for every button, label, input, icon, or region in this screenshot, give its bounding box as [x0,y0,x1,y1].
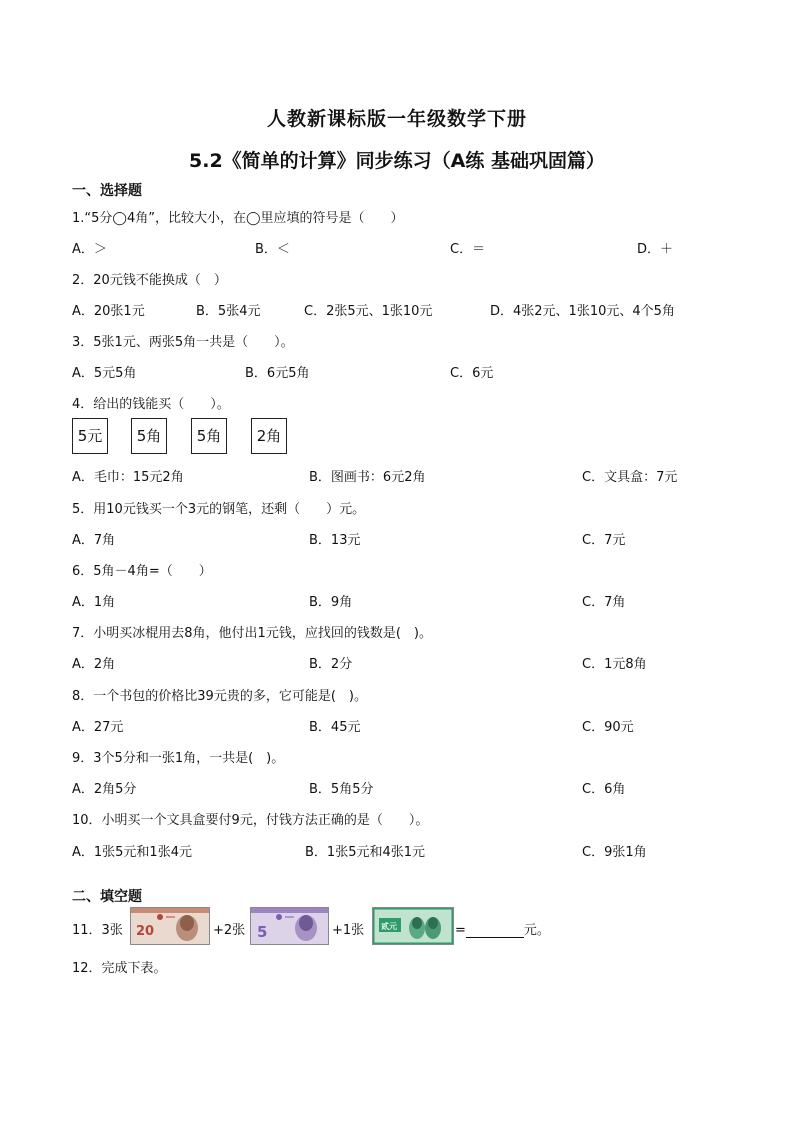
equals-sign: = [455,923,466,938]
question-10-options [72,841,732,861]
option-b[interactable]: B．5角5分 [309,782,374,797]
question-7-options [72,653,732,673]
option-a[interactable]: A．5元5角 [72,366,137,381]
option-c[interactable]: C．6元 [450,366,494,381]
money-box: 5元 [72,418,108,454]
bill-label: 20 [136,924,155,939]
option-b[interactable]: B．图画书：6元2角 [309,470,426,485]
question-11-part3: +1张 [332,923,365,938]
option-b[interactable]: B．5张4元 [196,304,261,319]
option-a[interactable]: A．2角 [72,657,116,672]
unit-label: 元。 [523,923,550,938]
question-9: 9．3个5分和一张1角，一共是( )。 [72,751,285,766]
question-1: 1.“5分◯4角”，比较大小，在◯里应填的符号是（ ） [72,211,404,226]
option-b[interactable]: B．45元 [309,720,361,735]
question-5: 5．用10元钱买一个3元的钢笔，还剩（ ）元。 [72,502,366,517]
option-b[interactable]: B．9角 [309,595,353,610]
option-c[interactable]: C．90元 [582,720,634,735]
question-8: 8．一个书包的价格比39元贵的多，它可能是( )。 [72,689,367,704]
money-box: 5角 [131,418,167,454]
option-a[interactable]: A．＞ [72,242,107,257]
answer-blank[interactable] [466,923,524,938]
question-3-options [72,362,732,382]
two-yuan-bill-image [372,907,454,945]
question-11-equals [455,919,550,938]
question-10: 10．小明买一个文具盒要付9元，付钱方法正确的是（ ）。 [72,813,429,828]
option-c[interactable]: C．7角 [582,595,626,610]
question-11-part2: +2张 [213,923,246,938]
question-7: 7．小明买冰棍用去8角，他付出1元钱，应找回的钱数是( )。 [72,626,432,641]
option-d[interactable]: D．＋ [637,242,674,257]
money-box: 5角 [191,418,227,454]
option-b[interactable]: B．13元 [309,533,361,548]
page-subtitle: 5.2《简单的计算》同步练习（A练 基础巩固篇） [189,150,605,172]
question-8-options [72,716,732,736]
question-2: 2．20元钱不能换成（ ） [72,273,227,288]
option-a[interactable]: A．27元 [72,720,124,735]
five-yuan-bill-image [250,907,329,945]
option-c[interactable]: C．6角 [582,782,626,797]
question-11-prefix: 11．3张 [72,923,123,938]
option-c[interactable]: C．7元 [582,533,626,548]
section-title-fill: 二、填空题 [72,889,142,905]
option-a[interactable]: A．毛巾：15元2角 [72,470,184,485]
bill-label: 5 [257,923,268,941]
option-c[interactable]: C．文具盒：7元 [582,470,678,485]
twenty-yuan-bill-image [130,907,210,945]
option-b[interactable]: B．6元5角 [245,366,310,381]
money-box: 2角 [251,418,287,454]
question-2-options [72,300,732,320]
page-title: 人教新课标版一年级数学下册 [266,108,527,130]
option-a[interactable]: A．2角5分 [72,782,137,797]
question-12: 12．完成下表。 [72,961,167,976]
question-9-options [72,778,732,798]
question-1-options [72,238,732,258]
question-3: 3．5张1元、两张5角一共是（ ）。 [72,335,294,350]
option-c[interactable]: C．9张1角 [582,845,647,860]
option-a[interactable]: A．7角 [72,533,116,548]
bill-label: 贰元 [381,922,397,931]
option-c[interactable]: C．1元8角 [582,657,647,672]
option-b[interactable]: B．1张5元和4张1元 [305,845,426,860]
option-a[interactable]: A．20张1元 [72,304,145,319]
option-a[interactable]: A．1角 [72,595,116,610]
question-5-options [72,529,732,549]
option-a[interactable]: A．1张5元和1张4元 [72,845,192,860]
option-d[interactable]: D．4张2元、1张10元、4个5角 [490,304,675,319]
question-4-options [72,466,732,486]
option-b[interactable]: B．＜ [255,242,290,257]
section-title-choice: 一、选择题 [72,183,142,199]
question-6: 6．5角－4角=（ ） [72,564,212,579]
option-b[interactable]: B．2分 [309,657,353,672]
question-6-options [72,591,732,611]
question-4: 4．给出的钱能买（ ）。 [72,397,230,412]
option-c[interactable]: C．＝ [450,242,486,257]
option-c[interactable]: C．2张5元、1张10元 [304,304,433,319]
